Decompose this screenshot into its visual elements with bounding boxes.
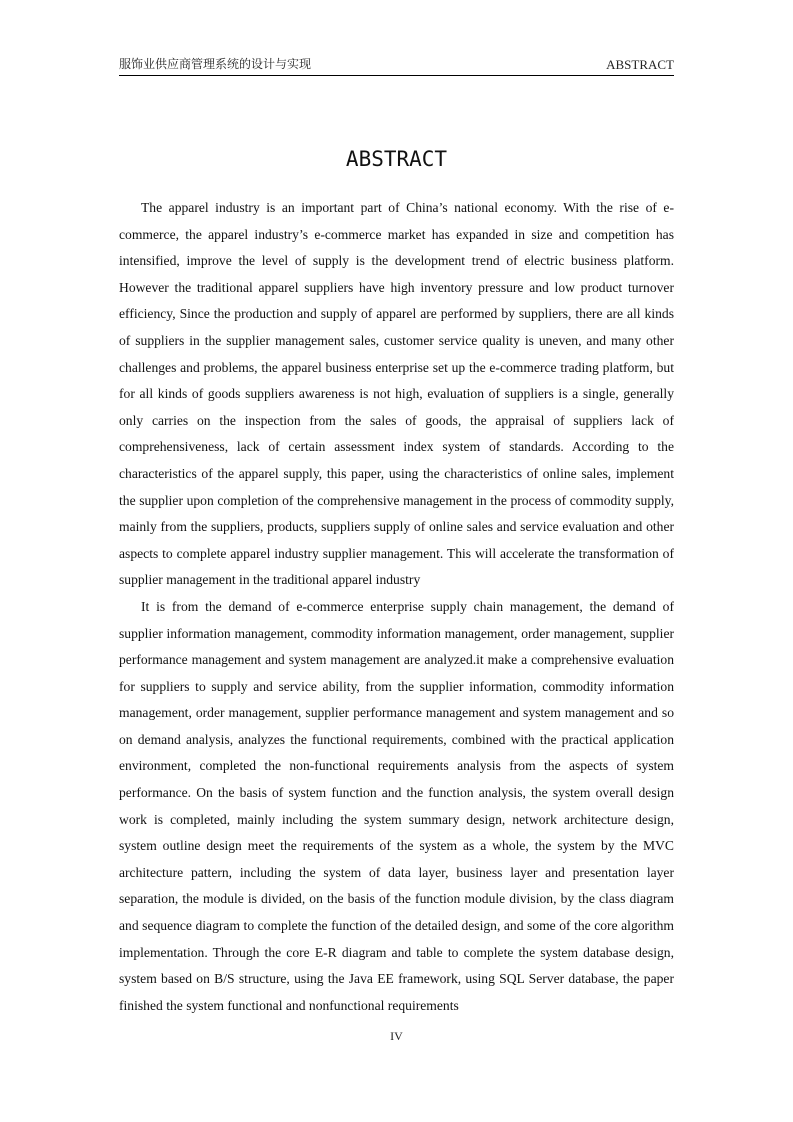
abstract-paragraph-1: The apparel industry is an important part of China’s national economy. With the rise of e-commerce, the apparel industry’s e-commerce market has expanded in size and competition has intensified, improve the level of supply is the development trend of electric business platform. However the traditional apparel suppliers have high inventory pressure and low product turnover efficiency, Since the production and supply of apparel are performed by suppliers, there are all kinds of suppliers in the supplier management sales, customer service quality is uneven, and many other challenges and problems, the apparel business enterprise set up the e-commerce trading platform, but for all kinds of goods suppliers awareness is not high, evaluation of suppliers is a single, generally only carries on the inspection from the sales of goods, the appraisal of suppliers lack of comprehensiveness, lack of certain assessment index system of standards. According to the characteristics of the apparel supply, this paper, using the characteristics of online sales, implement the supplier upon completion of the comprehensive management in the process of commodity supply, mainly from the suppliers, products, suppliers supply of online sales and service evaluation and other aspects to complete apparel industry supplier management. This will accelerate the transformation of supplier management in the traditional apparel industry <box>119 200 674 588</box>
page-title: ABSTRACT <box>345 147 448 171</box>
running-header <box>119 56 674 76</box>
page-number: IV <box>390 1029 403 1043</box>
abstract-paragraph-2: It is from the demand of e-commerce enterprise supply chain management, the demand of supplier information management, commodity information management, order management, supplier performance management and system management are analyzed.it make a comprehensive evaluation for suppliers to supply and service ability, from the supplier information, commodity information management, order management, supplier performance management and system management and so on demand analysis, analyzes the functional requirements, combined with the practical application environment, completed the non-functional requirements analysis from the aspects of system performance. On the basis of system function and the function analysis, the system overall design work is completed, mainly including the system summary design, network architecture design, system outline design meet the requirements of the system as a whole, the system by the MVC architecture pattern, including the system of data layer, business layer and presentation layer separation, the module is divided, on the basis of the function module division, by the class diagram and sequence diagram to complete the function of the detailed design, and some of the core algorithm implementation. Through the core E-R diagram and table to complete the system database design, system based on B/S structure, using the Java EE framework, using SQL Server database, the paper finished the system functional and nonfunctional requirements <box>119 598 674 1013</box>
header-thesis-title: 服饰业供应商管理系统的设计与实现 <box>119 57 312 71</box>
abstract-body <box>119 195 674 1019</box>
header-section-name: ABSTRACT <box>606 57 674 72</box>
